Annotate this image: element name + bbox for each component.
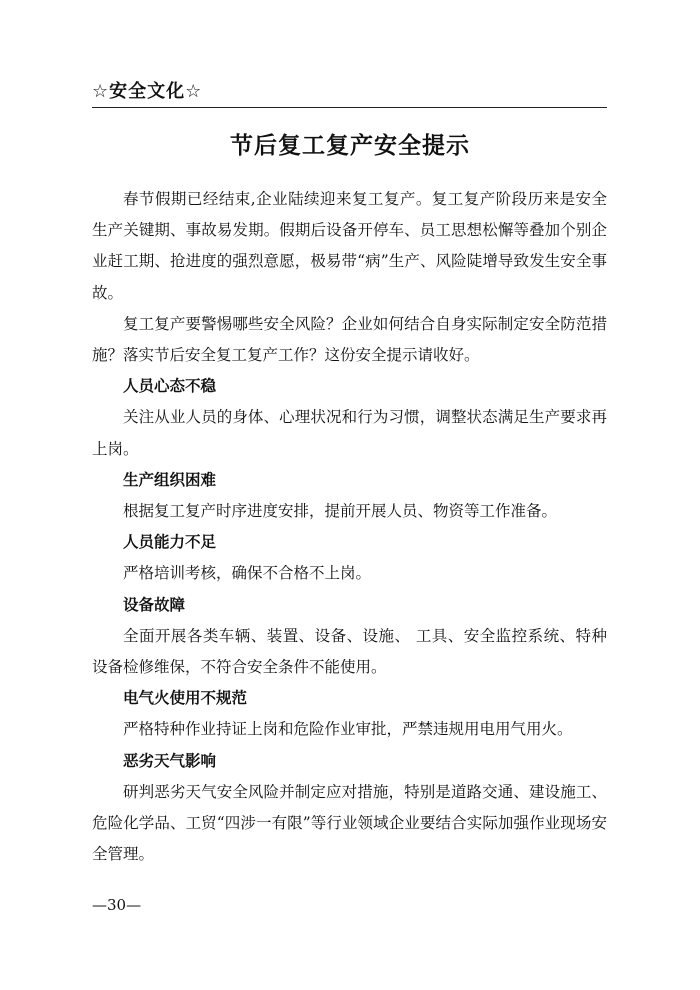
- section-heading: 恶劣天气影响: [123, 751, 217, 770]
- section-body: 全面开展各类车辆、装置、设备、设施、 工具、安全监控系统、特种设备检修维保，不符合安全条件不能使用。: [92, 626, 607, 677]
- section-body: 严格培训考核，确保不合格不上岗。: [123, 564, 372, 583]
- section-heading: 人员心态不稳: [123, 377, 217, 396]
- section-body: 研判恶劣天气安全风险并制定应对措施，特别是道路交通、建设施工、危险化学品、工贸“四涉一有限”等行业领域企业要结合实际加强作业现场安全管理。: [92, 782, 607, 864]
- section-header: ☆安全文化☆: [92, 81, 203, 102]
- section-body: 关注从业人员的身体、心理状况和行为习惯，调整状态满足生产要求再上岗。: [92, 408, 607, 458]
- intro-paragraph: 复工复产要警惕哪些安全风险？企业如何结合自身实际制定安全防范措施？落实节后安全复工复产工作？这份安全提示请收好。: [92, 314, 607, 365]
- section-heading: 人员能力不足: [123, 533, 217, 552]
- page-number: —30—: [92, 896, 142, 914]
- article-title: 节后复工复产安全提示: [230, 132, 470, 159]
- header-divider: [92, 107, 607, 108]
- section-heading: 生产组织困难: [123, 470, 217, 489]
- section-body: 根据复工复产时序进度安排，提前开展人员、物资等工作准备。: [123, 502, 558, 521]
- section-heading: 电气火使用不规范: [123, 689, 248, 708]
- section-heading: 设备故障: [123, 595, 186, 614]
- intro-paragraph: 春节假期已经结束,企业陆续迎来复工复产。复工复产阶段历来是安全生产关键期、事故易发期。假期后设备开停车、员工思想松懈等叠加个别企业赶工期、抢进度的强烈意愿，极易带“病”生产、风险陡增导致发生安全事故。: [92, 190, 607, 302]
- article-body: [92, 184, 607, 870]
- section-body: 严格特种作业持证上岗和危险作业审批，严禁违规用电用气用火。: [123, 720, 573, 739]
